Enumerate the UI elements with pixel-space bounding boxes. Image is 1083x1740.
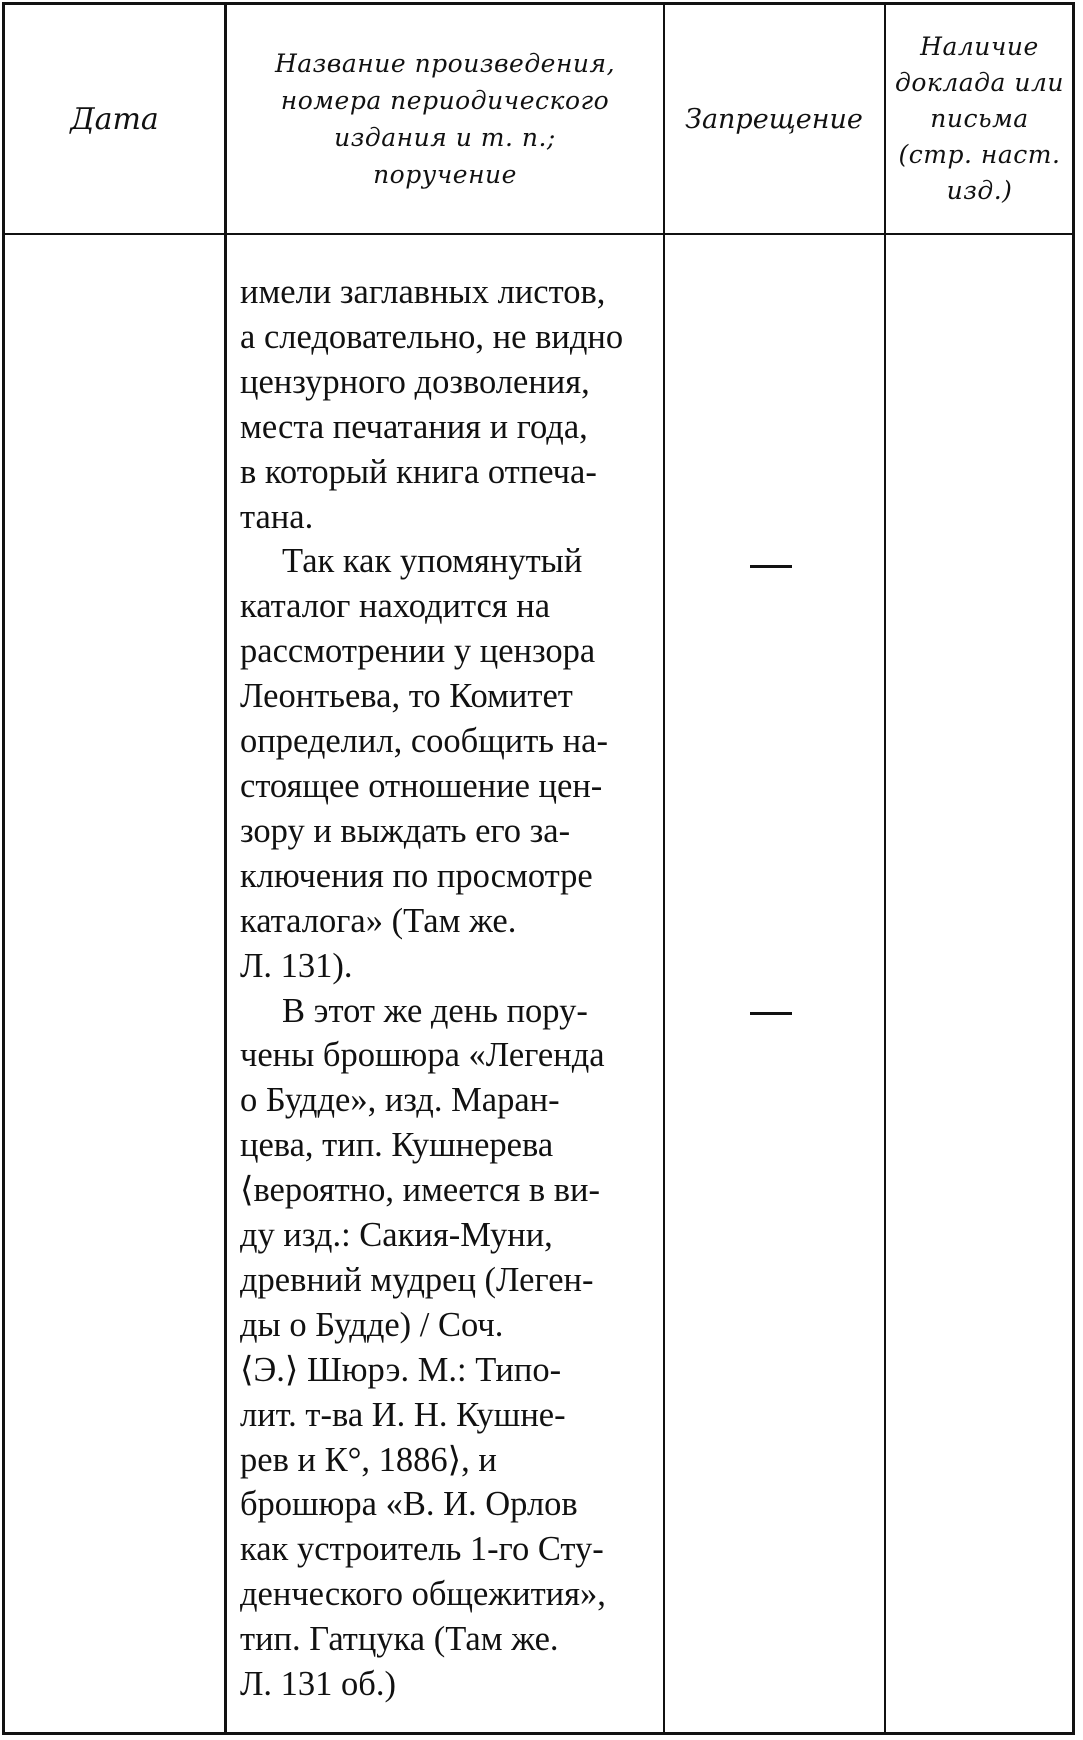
text-line: ⟨вероятно, имеется в ви- <box>240 1171 600 1210</box>
text-line: рассмотрении у цензора <box>240 632 596 671</box>
column-divider <box>224 2 227 1735</box>
header-report-line: доклада или <box>895 68 1064 97</box>
header-report-line: Наличие <box>920 32 1039 61</box>
text-line: зору и выждать его за- <box>240 811 571 850</box>
text-line: каталога» (Там же. <box>240 901 517 940</box>
text-line: рев и К°, 1886⟩, и <box>240 1440 497 1479</box>
header-title-line: поручение <box>373 160 517 189</box>
text-line: определил, сообщить на- <box>240 722 608 761</box>
header-report <box>886 5 1073 233</box>
header-date-label: Дата <box>70 101 159 137</box>
text-line: лит. т-ва И. Н. Кушне- <box>240 1395 566 1434</box>
text-line: имели заглавных листов, <box>240 273 606 311</box>
ban-dash <box>750 565 792 568</box>
text-line: Так как упомянутый <box>282 542 583 581</box>
header-title-line: издания и т. п.; <box>334 123 556 152</box>
entry-text <box>240 270 652 1707</box>
text-line: а следовательно, не видно <box>240 317 624 356</box>
header-ban <box>665 5 883 233</box>
ban-dash <box>750 1012 792 1015</box>
text-line: каталог находится на <box>240 587 551 626</box>
column-divider <box>884 2 886 1735</box>
text-line: цева, тип. Кушнерева <box>240 1126 554 1165</box>
text-line: чены брошюра «Легенда <box>240 1036 605 1075</box>
header-title-line: Название произведения, <box>274 49 616 78</box>
text-line: ды о Будде) / Соч. <box>240 1305 504 1344</box>
text-line: Л. 131). <box>240 946 353 985</box>
column-divider <box>663 2 665 1735</box>
text-line: Леонтьева, то Комитет <box>240 677 573 716</box>
text-line: древний мудрец (Леген- <box>240 1260 594 1299</box>
header-date <box>5 5 224 233</box>
header-report-line: письма <box>930 104 1029 133</box>
text-line: Л. 131 об.) <box>240 1665 396 1704</box>
header-ban-label: Запрещение <box>685 103 863 135</box>
text-line: о Будде», изд. Маран- <box>240 1081 560 1120</box>
header-report-line: (стр. наст. <box>898 140 1061 169</box>
text-line: тип. Гатцука (Там же. <box>240 1620 559 1659</box>
text-line: как устроитель 1-го Сту- <box>240 1530 604 1569</box>
text-line: стоящее отношение цен- <box>240 766 603 805</box>
text-line: цензурного дозволения, <box>240 362 590 401</box>
text-line: места печатания и года, <box>240 407 588 446</box>
text-line: В этот же день пору- <box>282 991 588 1030</box>
text-line: тана. <box>240 497 314 536</box>
text-line: в который книга отпеча- <box>240 452 597 491</box>
text-line: брошюра «В. И. Орлов <box>240 1485 578 1524</box>
header-report-line: изд.) <box>946 176 1013 205</box>
header-rule <box>2 233 1075 235</box>
text-line: ⟨Э.⟩ Шюрэ. М.: Типо- <box>240 1350 562 1389</box>
text-line: денческого общежития», <box>240 1575 606 1614</box>
text-line: ключения по просмотре <box>240 856 593 895</box>
text-line: ду изд.: Сакия-Муни, <box>240 1216 553 1255</box>
header-title-line: номера периодического <box>280 86 610 115</box>
header-title <box>227 5 663 233</box>
